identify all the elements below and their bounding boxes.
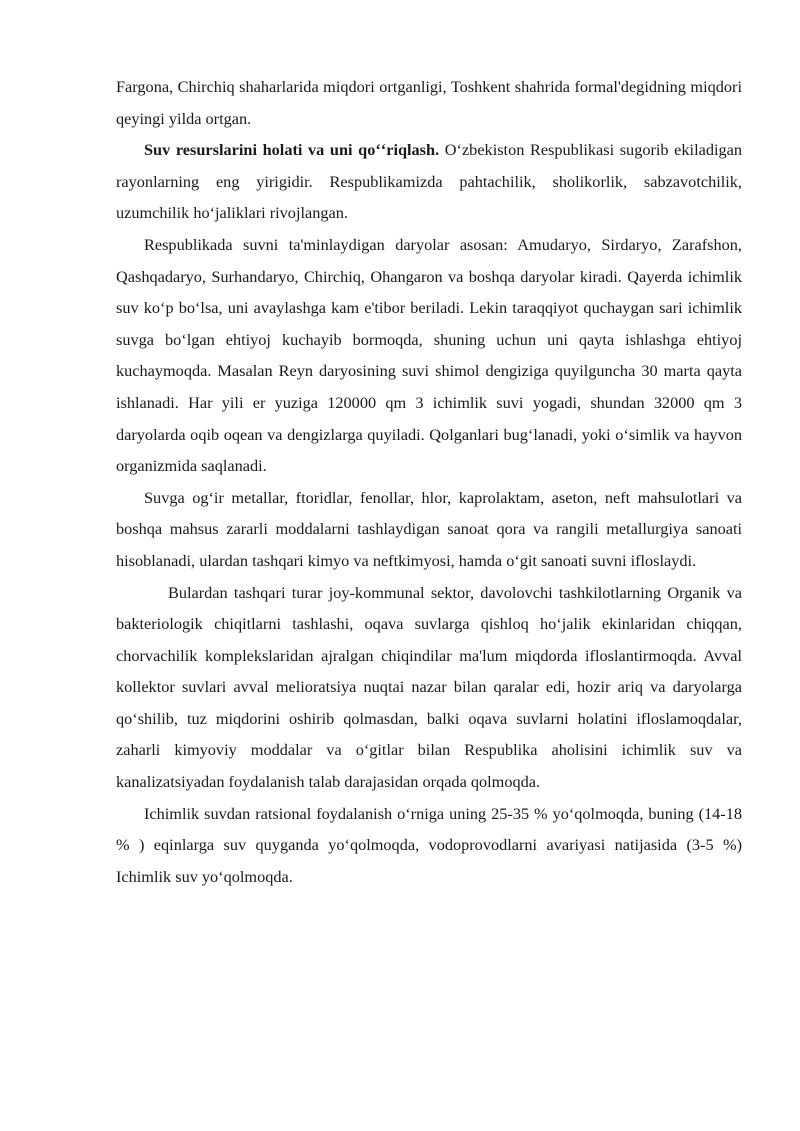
paragraph-4-text: Suvga ogʻir metallar, ftoridlar, fenollar, hlor, kaprolaktam, aseton, neft mahsulotlari va boshqa mahsus zararli moddalarni tashlaydigan sanoat qora va rangili metallurgiya sanoati hisoblanadi, ulardan tashqari kimyo va neftkimyosi, hamda oʻgit sanoati suvni ifloslaydi. bbox=[116, 487, 742, 570]
paragraph-1 bbox=[116, 71, 742, 134]
section-heading: Suv resurslarini holati va uni qoʻʻriqlash. bbox=[144, 140, 440, 160]
paragraph-2 bbox=[116, 134, 742, 229]
paragraph-3-text: Respublikada suvni ta'minlaydigan daryolar asosan: Amudaryo, Sirdaryo, Zarafshon, Qashqadaryo, Surhandaryo, Chirchiq, Ohangaron va boshqa daryolar kiradi. Qayerda ichimlik suv koʻp boʻlsa, uni avaylashga kam e'tibor beriladi. Lekin taraqqiyot quchaygan sari ichimlik suvga boʻlgan ehtiyoj kuchayib bormoqda, shuning uchun uni qayta ishlashga ehtiyoj kuchaymoqda. Masalan Reyn daryosining suvi shimol dengiziga quyilguncha 30 marta qayta ishlanadi. Har yili er yuziga 120000 qm 3 ichimlik suvi yogadi, shundan 32000 qm 3 daryolarda oqib oqean va dengizlarga quyiladi. Qolganlari bugʻlanadi, yoki oʻsimlik va hayvon organizmida saqlanadi. bbox=[116, 234, 742, 476]
paragraph-2-text: Oʻzbekiston Respublikasi sugorib ekiladigan rayonlarning eng yirigidir. Respublikamizda pahtachilik, sholikorlik, sabzavotchilik, uzumchilik hoʻjaliklari rivojlangan. bbox=[116, 140, 742, 223]
paragraph-6 bbox=[116, 798, 742, 893]
document-body bbox=[116, 71, 742, 892]
paragraph-5 bbox=[116, 577, 742, 798]
paragraph-4 bbox=[116, 482, 742, 577]
paragraph-3 bbox=[116, 229, 742, 482]
paragraph-6-text: Ichimlik suvdan ratsional foydalanish oʻrniga uning 25-35 % yoʻqolmoqda, buning (14-18 % ) eqinlarga suv quyganda yoʻqolmoqda, vodoprovodlarni avariyasi natijasida (3-5 %) Ichimlik suv yoʻqolmoqda. bbox=[116, 803, 742, 886]
paragraph-1-text: Fargona, Chirchiq shaharlarida miqdori ortganligi, Toshkent shahrida formal'degidning miqdori qeyingi yilda ortgan. bbox=[116, 77, 742, 128]
paragraph-5-text: Bulardan tashqari turar joy-kommunal sektor, davolovchi tashkilotlarning Organik va bakteriologik chiqitlarni tashlashi, oqava suvlarga qishloq hoʻjalik ekinlaridan chiqqan, chorvachilik komplekslaridan ajralgan chiqindilar ma'lum miqdorda ifloslantirmoqda. Avval kollektor suvlari avval melioratsiya nuqtai nazar bilan qaralar edi, hozir ariq va daryolarga qoʻshilib, tuz miqdorini oshirib qolmasdan, balki oqava suvlarni holatini ifloslamoqdalar, zaharli kimyoviy moddalar va oʻgitlar bilan Respublika aholisini ichimlik suv va kanalizatsiyadan foydalanish talab darajasidan orqada qolmoqda. bbox=[116, 582, 742, 792]
